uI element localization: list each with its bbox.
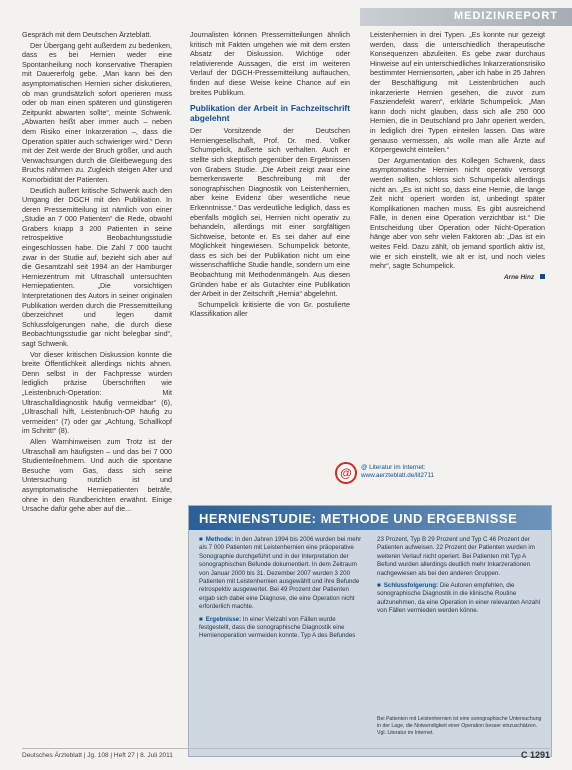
paragraph: Leistenhernien in drei Typen. „Es konnte nur gezeigt werden, dass die unterschiedlich therapeutische Konsequenzen abzuleiten. Es gebe zwar durchaus Hinweise auf ein unterschiedliches Inkarzerationsrisiko bestimmter Herniensorten, „aber ich habe in 25 Jahren der Beschäftigung mit Leistenbrüchen auch inkarzerierte Hernien gesehen, die zuvor zum Fasziendefekt waren“, erklärte Schumpelick. „Man kann doch nicht glauben, dass sich alle 250 000 Hernien, die in Deutschland pro Jahr operiert werden, in lediglich drei Typen einteilen lassen. Das wäre genauso vermessen, als wolle man alle Ärzte auf Körpergewicht einteilen.“ (370, 30, 545, 155)
study-column-left (199, 536, 364, 641)
paragraph: Allen Warnhinweisen zum Trotz ist der Ultraschall am häufigsten – und das bei 7 000 Studienteilnehmern. Und auch die spontane Besuche vom Gas, dass sich seine Untersuchung nutzlich ist und asymptomatische Herniepatienten beträfe, ohne in den Rundberichten erwähnt. Einige Ursache dafür gehe aber auf die... (22, 436, 172, 514)
paragraph: Deutlich äußert kritische Schwenk auch den Umgang der DGCH mit den Publikation. In deren Pressemitteilung ist nämlich von einer „Studie an 7 000 Patienten“ die Rede, obwohl Grabers knapp 3 200 Patienten in seine retrospektive Beobachtungsstudie eingeschlossen habe. Die Zahl 7 000 taucht zwar in der Studie auf, bezieht sich aber auf die Gesamtzahl seit 1994 an der Hamburger Herniezentrum mit Ultraschall untersuchten Herniepatienten. „Die vorsichtigen Interpretationen des Autors in seiner originalen Publikation werden durch die Pressemitteilung überzeichnet und legen damit Schlussfolgerungen nahe, die durch diese Beobachtungsstudie gar nicht belegbar sind“, sagt Schwenk. (22, 185, 172, 348)
study-item-text: Die Autoren empfehlen, die sonographische Diagnostik in die klinische Routine aufzunehmen, da eine Operation in einer relevanten Anzahl von Fällen vermieden werden könne. (377, 582, 541, 615)
bullet-icon: ■ (199, 615, 203, 623)
article-column-1 (22, 30, 172, 515)
paragraph: Schumpelick kritisierte die von Gr. postulierte Klassifikation aller (190, 299, 350, 319)
paragraph: Der Argumentation des Kollegen Schwenk, dass asymptomatische Hernien nicht operativ versorgt werden sollten, schloss sich Schumpelick allerdings nicht an. „Es ist nicht so, dass eine Hernie, die lange Zeit nicht operiert worden ist, unbedingt später Komplikationen machen muss. Es gibt ausreichend Fälle, in denen eine Operation verzichtbar ist.“ Die Entscheidung über Operation oder Nicht-Operation hänge aber von sehr vielen Faktoren ab: „Das ist ein weites Feld. Dazu zählt, ob jemand sportlich aktiv ist, wie er sich einstellt, wie alt er ist, und noch vieles mehr“, sagte Schumpelick. (370, 155, 545, 271)
article-column-3 (370, 30, 545, 282)
section-title: MEDIZINREPORT (453, 10, 558, 22)
study-item-label: Schlussfolgerung: (383, 582, 439, 590)
link-label: @ Literatur im Internet: (361, 464, 426, 471)
study-box (188, 505, 552, 757)
page-footer (22, 748, 550, 761)
study-column-right (377, 536, 542, 616)
study-item (199, 536, 364, 612)
link-text (361, 464, 434, 479)
subheading: Publikation der Arbeit in Fachzeitschrift abgelehnt (190, 103, 350, 124)
article-column-2 (190, 30, 350, 320)
study-title: HERNIENSTUDIE: METHODE UND ERGEBNISSE (189, 506, 551, 530)
at-sign-icon: @ (335, 462, 357, 484)
study-footnote: Bei Patienten mit Leistenhernien ist eine sonographische Untersuchung in der Lage, die Notwendigkeit einer Operation besser einzuschätzen. Vgl. Literatur im Internet. (377, 716, 542, 736)
link-url[interactable]: www.aerzteblatt.de/lit2711 (361, 471, 435, 479)
study-item (199, 616, 364, 641)
journal-citation: Deutsches Ärzteblatt | Jg. 108 | Heft 27 | 8. Juli 2011 (22, 752, 173, 759)
end-mark-icon (540, 274, 545, 279)
study-item (377, 536, 542, 578)
paragraph: Vor dieser kritischen Diskussion konnte die breite Öffentlichkeit allerdings nichts ahnen. Denn selbst in der Fachpresse wurden lediglich präzise Überschriften wie „Leistenbruch-Operation: Mit Ultraschalldiagnostik häufig vermeidbar“ (6), „Ultraschall hilft, Leistenbruch-OP häufig zu vermeiden“ (7) oder gar „Achtung, Schallkopf im Schritt!“ (8). (22, 349, 172, 436)
paragraph: Journalisten können Pressemitteilungen ähnlich kritisch mit Fakten umgehen wie mit dem ersten Absatz der Diskussion. Wichtige oder relativierende Aussagen, die erst im weiteren Verlauf der DGCH-Pressemitteilung auftauchen, finden auf diese Weise keine Chance auf ein breites Publikum. (190, 30, 350, 97)
study-item-text: In den Jahren 1994 bis 2006 wurden bei mehr als 7 000 Patienten mit Leistenhernien eine präoperative Sonographie durchgeführt und in der Interpretation der sonographischen Befunde dokumentiert. In dem Zeitraum von Januar 2000 bis 31. Dezember 2007 wurden 3 200 Patienten mit Leistenhernien ausgewählt und ihre Befunde retrospektiv ausgewertet. Bei 49 Prozent der Patienten ergab sich dabei eine Diagnose, die eine Operation nicht erforderlich machte. (199, 536, 362, 611)
author-line (370, 273, 545, 283)
study-item-label: Ergebnisse: (205, 615, 242, 623)
page-number: C 1291 (520, 750, 550, 760)
author-name: Arne Hinz (503, 273, 535, 281)
study-item-label: Methode: (205, 536, 234, 543)
paragraph: Gespräch mit dem Deutschen Ärzteblatt. (22, 30, 152, 39)
paragraph: Der Vorsitzende der Deutschen Herniengesellschaft, Prof. Dr. med. Volker Schumpelick, äußerte sich verhalten. Auch er stellte sich skeptisch gegenüber den Ergebnissen von Grabers Studie. „Die Arbeit zeigt zwar eine bemerkenswerte Beschreibung mit der sonographischen Diagnostik von Leistenhernien, aber keine Evidenz über wesentliche neue Erkenntnisse.“ Das verdeutliche lediglich, dass es ebenfalls möglich sei, Hernien nicht operativ zu behandeln, allerdings mit einer sorgfältigen Sichtweise, betonte er. Es sei daher auf eine Möglichkeit hingewiesen. Schumpelick betonte, dass es sich bei der Publikation nicht um eine wissenschaftliche Studie handle, sondern um eine Beobachtung mit Methodenmängeln. Aus diesen Gründen habe er als Gutachter eine Publikation der Arbeit in der Zeitschrift „Hernia“ abgelehnt. (190, 126, 350, 299)
bullet-icon: ■ (199, 536, 203, 543)
study-item-text: 23 Prozent, Typ B 29 Prozent und Typ C 46 Prozent der Patienten aufweisen. 22 Prozent der Patienten wurden im weiteren Verlauf nicht operiert. Bei Patienten mit Typ A Befund wurden allerdings deutlich mehr Inkarzerationen nachgewiesen als bei den anderen Gruppen. (377, 536, 535, 577)
study-item (377, 582, 542, 616)
literature-link[interactable] (335, 462, 545, 484)
study-item-text: In einer Vielzahl von Fällen wurde festgestellt, dass die sonographische Diagnostik eine Hernienoperation vermeiden konnte. Typ A des Befundes (199, 615, 356, 640)
paragraph: Der Übergang geht außerdem zu bedenken, dass es bei Hernien weder eine Spontanheilung noch konservative Therapien mit Dauererfolg gebe. „Man kann bei den asymptomatischen Hernien sicher diskutieren, ob man grundsätzlich sofort operieren muss oder ob man einen späteren und günstigeren Zeitpunkt abwarten sollte“, meinte Schwenk. „Abwarten heißt aber immer auch – neben dem Risiko einer Inkarzeration –, dass die Operation später auch schwieriger wird.“ Denn mit der Zeit werde der Bruch größer, und auch Verwachsungen durch die Gleitbewegung des Bruchs nähmen zu. Zugleich steigen Alter und Komorbidität der Patienten. (22, 40, 172, 184)
bullet-icon: ■ (377, 582, 381, 590)
